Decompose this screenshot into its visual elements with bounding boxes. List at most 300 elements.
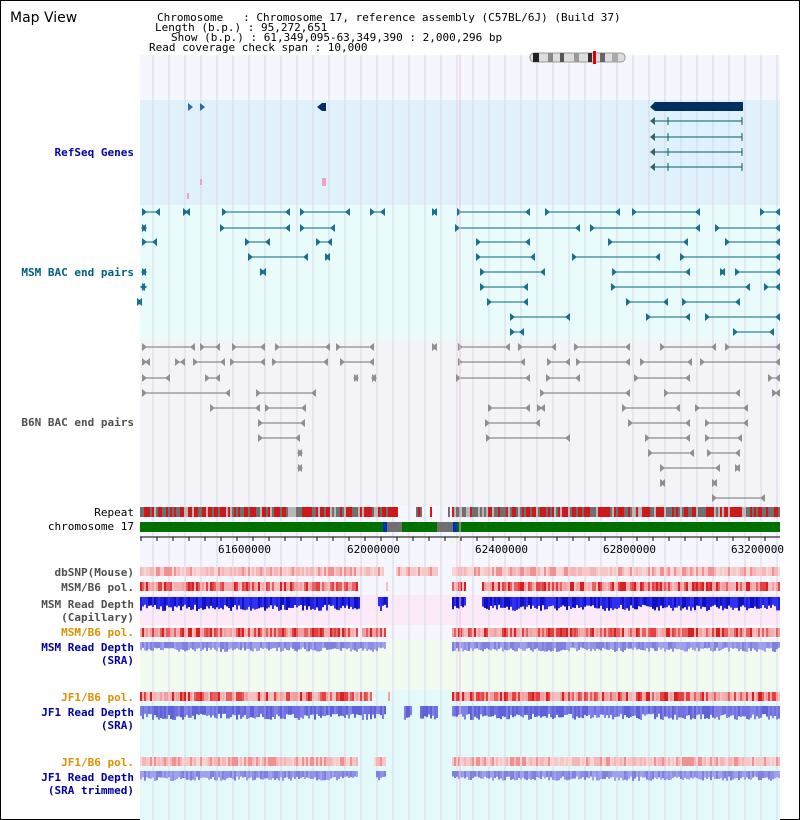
heat-cell bbox=[742, 757, 744, 766]
heat-cell bbox=[548, 757, 550, 766]
depth-bar bbox=[406, 706, 408, 718]
depth-bar bbox=[190, 642, 192, 648]
heat-cell bbox=[148, 692, 150, 701]
depth-bar bbox=[188, 597, 190, 607]
depth-bar bbox=[752, 597, 754, 608]
repeat-segment bbox=[250, 507, 252, 517]
depth-bar bbox=[184, 706, 186, 717]
heat-cell bbox=[474, 628, 476, 637]
depth-bar bbox=[502, 706, 504, 716]
depth-bar bbox=[500, 597, 502, 608]
heat-cell bbox=[342, 757, 344, 766]
heat-cell bbox=[574, 628, 576, 637]
depth-bar bbox=[660, 642, 662, 650]
depth-bar bbox=[240, 706, 242, 719]
heat-cell bbox=[574, 692, 576, 701]
repeat-segment bbox=[188, 507, 190, 517]
heat-cell bbox=[266, 567, 268, 576]
repeat-segment bbox=[736, 507, 738, 517]
depth-bar bbox=[308, 706, 310, 718]
heat-cell bbox=[766, 628, 768, 637]
heat-cell bbox=[246, 567, 248, 576]
heat-cell bbox=[210, 582, 212, 591]
depth-bar bbox=[540, 597, 542, 611]
depth-bar bbox=[642, 642, 644, 650]
heat-cell bbox=[218, 567, 220, 576]
depth-bar bbox=[474, 706, 476, 717]
depth-bar bbox=[268, 642, 270, 651]
depth-bar bbox=[548, 706, 550, 714]
depth-bar bbox=[576, 642, 578, 651]
heat-cell bbox=[180, 567, 182, 576]
depth-bar bbox=[476, 771, 478, 777]
depth-bar bbox=[652, 642, 654, 648]
depth-bar bbox=[610, 597, 612, 608]
heat-cell bbox=[330, 567, 332, 576]
heat-cell bbox=[344, 567, 346, 576]
depth-bar bbox=[710, 597, 712, 607]
depth-bar bbox=[258, 771, 260, 778]
heat-cell bbox=[228, 582, 230, 591]
repeat-segment bbox=[524, 507, 526, 517]
heat-cell bbox=[514, 692, 516, 701]
depth-bar bbox=[256, 771, 258, 778]
heat-cell bbox=[194, 757, 196, 766]
depth-bar bbox=[618, 642, 620, 648]
repeat-segment bbox=[592, 507, 594, 517]
heat-cell bbox=[610, 692, 612, 701]
depth-bar bbox=[294, 706, 296, 718]
depth-bar bbox=[284, 771, 286, 778]
depth-bar bbox=[342, 642, 344, 648]
depth-bar bbox=[726, 597, 728, 609]
heat-cell bbox=[164, 567, 166, 576]
depth-bar bbox=[216, 771, 218, 780]
heat-cell bbox=[198, 567, 200, 576]
repeat-segment bbox=[454, 507, 456, 517]
depth-bar bbox=[698, 642, 700, 651]
depth-bar bbox=[760, 771, 762, 780]
repeat-segment bbox=[468, 507, 470, 517]
depth-bar bbox=[232, 706, 234, 715]
heat-cell bbox=[566, 757, 568, 766]
depth-bar bbox=[570, 597, 572, 609]
heat-cell bbox=[416, 567, 418, 576]
heat-cell bbox=[480, 628, 482, 637]
depth-bar bbox=[662, 597, 664, 608]
depth-bar bbox=[600, 597, 602, 606]
heat-cell bbox=[302, 582, 304, 591]
heat-cell bbox=[174, 628, 176, 637]
depth-bar bbox=[772, 642, 774, 651]
heat-cell bbox=[242, 692, 244, 701]
heat-cell bbox=[324, 692, 326, 701]
heat-cell bbox=[208, 692, 210, 701]
repeat-segment bbox=[628, 507, 630, 517]
heat-cell bbox=[626, 692, 628, 701]
depth-bar bbox=[262, 642, 264, 649]
heat-cell bbox=[208, 757, 210, 766]
repeat-segment bbox=[508, 507, 510, 517]
depth-bar bbox=[756, 771, 758, 777]
heat-cell bbox=[230, 692, 232, 701]
heat-cell bbox=[558, 582, 560, 591]
heat-cell bbox=[140, 628, 142, 637]
heat-cell bbox=[220, 757, 222, 766]
depth-bar bbox=[310, 597, 312, 610]
heat-cell bbox=[524, 567, 526, 576]
repeat-segment bbox=[482, 507, 484, 517]
heat-cell bbox=[380, 628, 382, 637]
heat-cell bbox=[632, 757, 634, 766]
heat-cell bbox=[634, 582, 636, 591]
heat-cell bbox=[526, 582, 528, 591]
depth-bar bbox=[254, 597, 256, 610]
heat-cell bbox=[570, 628, 572, 637]
depth-bar bbox=[502, 771, 504, 781]
depth-bar bbox=[302, 771, 304, 777]
heat-cell bbox=[422, 567, 424, 576]
heat-cell bbox=[350, 567, 352, 576]
heat-cell bbox=[574, 582, 576, 591]
depth-bar bbox=[174, 642, 176, 649]
repeat-segment bbox=[464, 507, 466, 517]
heat-cell bbox=[254, 567, 256, 576]
heat-cell bbox=[636, 567, 638, 576]
depth-bar bbox=[464, 771, 466, 778]
heat-cell bbox=[762, 692, 764, 701]
heat-cell bbox=[364, 567, 366, 576]
heat-cell bbox=[272, 582, 274, 591]
depth-bar bbox=[472, 642, 474, 651]
heat-cell bbox=[466, 692, 468, 701]
heat-cell bbox=[326, 757, 328, 766]
heat-cell bbox=[152, 692, 154, 701]
heat-cell bbox=[770, 757, 772, 766]
heat-cell bbox=[154, 692, 156, 701]
depth-bar bbox=[274, 642, 276, 648]
heat-cell bbox=[498, 692, 500, 701]
depth-bar bbox=[682, 597, 684, 608]
depth-bar bbox=[218, 597, 220, 609]
depth-bar bbox=[764, 771, 766, 778]
depth-bar bbox=[328, 706, 330, 715]
heat-cell bbox=[382, 567, 384, 576]
heat-cell bbox=[694, 628, 696, 637]
depth-bar bbox=[554, 597, 556, 608]
repeat-segment bbox=[290, 507, 292, 517]
heat-cell bbox=[690, 628, 692, 637]
repeat-segment bbox=[596, 507, 598, 517]
depth-bar bbox=[334, 771, 336, 777]
heat-cell bbox=[752, 582, 754, 591]
depth-bar bbox=[312, 706, 314, 714]
heat-cell bbox=[526, 567, 528, 576]
repeat-segment bbox=[366, 507, 368, 517]
depth-bar bbox=[728, 642, 730, 652]
heat-cell bbox=[712, 628, 714, 637]
heat-cell bbox=[340, 582, 342, 591]
heat-cell bbox=[716, 757, 718, 766]
depth-bar bbox=[254, 706, 256, 719]
depth-bar bbox=[268, 771, 270, 780]
heat-cell bbox=[452, 757, 454, 766]
repeat-segment bbox=[344, 507, 346, 517]
heat-cell bbox=[196, 757, 198, 766]
depth-bar bbox=[236, 771, 238, 777]
heat-cell bbox=[684, 628, 686, 637]
heat-cell bbox=[502, 757, 504, 766]
repeat-segment bbox=[730, 507, 732, 517]
heat-cell bbox=[512, 582, 514, 591]
depth-bar bbox=[272, 642, 274, 648]
depth-bar bbox=[480, 771, 482, 779]
heat-cell bbox=[518, 757, 520, 766]
heat-cell bbox=[516, 582, 518, 591]
depth-bar bbox=[486, 597, 488, 609]
heat-cell bbox=[478, 757, 480, 766]
depth-bar bbox=[266, 597, 268, 609]
heat-cell bbox=[646, 567, 648, 576]
depth-bar bbox=[570, 642, 572, 648]
depth-bar bbox=[688, 771, 690, 779]
coverage-span-info: Read coverage check span : 10,000 bbox=[149, 41, 368, 54]
heat-cell bbox=[320, 757, 322, 766]
depth-bar bbox=[496, 597, 498, 609]
depth-bar bbox=[762, 642, 764, 650]
depth-bar bbox=[516, 771, 518, 780]
depth-bar bbox=[588, 597, 590, 606]
heat-cell bbox=[654, 567, 656, 576]
heat-cell bbox=[210, 567, 212, 576]
heat-cell bbox=[334, 628, 336, 637]
depth-bar bbox=[738, 642, 740, 651]
heat-cell bbox=[294, 692, 296, 701]
heat-cell bbox=[282, 757, 284, 766]
heat-cell bbox=[532, 692, 534, 701]
heat-cell bbox=[246, 628, 248, 637]
depth-bar bbox=[176, 706, 178, 717]
depth-bar bbox=[760, 597, 762, 608]
heat-cell bbox=[504, 628, 506, 637]
heat-cell bbox=[204, 757, 206, 766]
heat-cell bbox=[762, 757, 764, 766]
heat-cell bbox=[346, 757, 348, 766]
heat-cell bbox=[652, 757, 654, 766]
heat-cell bbox=[144, 692, 146, 701]
map-view-title: Map View bbox=[10, 10, 78, 26]
depth-bar bbox=[708, 642, 710, 648]
depth-bar bbox=[578, 597, 580, 608]
repeat-segment bbox=[496, 507, 498, 517]
heat-cell bbox=[146, 692, 148, 701]
repeat-segment bbox=[416, 507, 418, 517]
heat-cell bbox=[618, 567, 620, 576]
depth-bar bbox=[602, 706, 604, 715]
heat-cell bbox=[348, 628, 350, 637]
heat-cell bbox=[288, 567, 290, 576]
depth-bar bbox=[292, 597, 294, 608]
heat-cell bbox=[606, 692, 608, 701]
depth-bar bbox=[198, 597, 200, 609]
heat-cell bbox=[760, 757, 762, 766]
heat-cell bbox=[744, 582, 746, 591]
depth-bar bbox=[690, 706, 692, 720]
depth-bar bbox=[476, 642, 478, 648]
heat-cell bbox=[742, 628, 744, 637]
depth-bar bbox=[666, 771, 668, 779]
heat-cell bbox=[712, 582, 714, 591]
depth-bar bbox=[776, 706, 778, 720]
heat-cell bbox=[146, 567, 148, 576]
repeat-segment bbox=[644, 507, 646, 517]
depth-bar bbox=[158, 597, 160, 609]
heat-cell bbox=[680, 628, 682, 637]
chromosome-ideogram[interactable] bbox=[530, 51, 625, 64]
heat-cell bbox=[724, 628, 726, 637]
heat-cell bbox=[254, 757, 256, 766]
heat-cell bbox=[572, 692, 574, 701]
heat-cell bbox=[540, 567, 542, 576]
heat-cell bbox=[708, 628, 710, 637]
heat-cell bbox=[748, 567, 750, 576]
depth-bar bbox=[198, 642, 200, 648]
depth-bar bbox=[358, 597, 360, 609]
depth-bar bbox=[736, 706, 738, 720]
heat-cell bbox=[626, 628, 628, 637]
depth-bar bbox=[236, 706, 238, 720]
heat-cell bbox=[722, 628, 724, 637]
heat-cell bbox=[212, 628, 214, 637]
heat-cell bbox=[766, 757, 768, 766]
depth-bar bbox=[192, 706, 194, 716]
depth-bar bbox=[334, 597, 336, 609]
heat-cell bbox=[486, 757, 488, 766]
repeat-segment bbox=[732, 507, 734, 517]
depth-bar bbox=[186, 642, 188, 651]
heat-cell bbox=[474, 567, 476, 576]
depth-bar bbox=[324, 706, 326, 716]
depth-bar bbox=[338, 642, 340, 649]
depth-bar bbox=[772, 706, 774, 718]
heat-cell bbox=[204, 692, 206, 701]
depth-bar bbox=[248, 597, 250, 607]
heat-cell bbox=[594, 757, 596, 766]
heat-cell bbox=[502, 692, 504, 701]
depth-bar bbox=[306, 771, 308, 777]
depth-bar bbox=[572, 706, 574, 718]
repeat-segment bbox=[378, 507, 380, 517]
heat-cell bbox=[764, 757, 766, 766]
depth-bar bbox=[620, 642, 622, 651]
heat-cell bbox=[284, 582, 286, 591]
heat-cell bbox=[600, 567, 602, 576]
depth-bar bbox=[696, 597, 698, 606]
heat-cell bbox=[710, 757, 712, 766]
heat-cell bbox=[452, 567, 454, 576]
depth-bar bbox=[468, 706, 470, 714]
heat-cell bbox=[368, 692, 370, 701]
depth-bar bbox=[356, 597, 358, 609]
depth-bar bbox=[566, 597, 568, 610]
depth-bar bbox=[524, 706, 526, 715]
heat-cell bbox=[678, 628, 680, 637]
repeat-segment bbox=[750, 507, 752, 517]
heat-cell bbox=[252, 567, 254, 576]
heat-cell bbox=[624, 567, 626, 576]
depth-bar bbox=[260, 597, 262, 607]
depth-bar bbox=[164, 597, 166, 611]
heat-cell bbox=[540, 692, 542, 701]
repeat-segment bbox=[772, 507, 774, 517]
depth-bar bbox=[212, 597, 214, 608]
heat-cell bbox=[324, 628, 326, 637]
heat-cell bbox=[578, 628, 580, 637]
repeat-segment bbox=[718, 507, 720, 517]
depth-bar bbox=[350, 771, 352, 777]
heat-cell bbox=[516, 628, 518, 637]
depth-bar bbox=[540, 706, 542, 718]
heat-cell bbox=[258, 628, 260, 637]
heat-cell bbox=[252, 757, 254, 766]
repeat-segment bbox=[682, 507, 684, 517]
heat-cell bbox=[562, 582, 564, 591]
heat-cell bbox=[762, 567, 764, 576]
heat-cell bbox=[464, 757, 466, 766]
depth-bar bbox=[610, 706, 612, 715]
depth-bar bbox=[182, 597, 184, 607]
heat-cell bbox=[330, 628, 332, 637]
heat-cell bbox=[548, 567, 550, 576]
heat-cell bbox=[510, 567, 512, 576]
heat-cell bbox=[322, 692, 324, 701]
heat-cell bbox=[522, 757, 524, 766]
heat-cell bbox=[520, 757, 522, 766]
heat-cell bbox=[570, 757, 572, 766]
heat-cell bbox=[248, 757, 250, 766]
depth-bar bbox=[566, 642, 568, 650]
heat-cell bbox=[718, 628, 720, 637]
depth-bar bbox=[592, 706, 594, 717]
depth-bar bbox=[222, 771, 224, 780]
heat-cell bbox=[702, 628, 704, 637]
heat-cell bbox=[698, 567, 700, 576]
depth-bar bbox=[626, 642, 628, 648]
depth-bar bbox=[758, 771, 760, 780]
heat-cell bbox=[556, 757, 558, 766]
heat-cell bbox=[644, 628, 646, 637]
heat-cell bbox=[714, 757, 716, 766]
heat-cell bbox=[176, 757, 178, 766]
heat-cell bbox=[196, 582, 198, 591]
heat-cell bbox=[454, 628, 456, 637]
heat-cell bbox=[628, 582, 630, 591]
depth-bar bbox=[566, 771, 568, 780]
heat-cell bbox=[350, 757, 352, 766]
track-label-msm-pol2: MSM/B6 pol. bbox=[61, 626, 134, 639]
depth-bar bbox=[634, 642, 636, 648]
depth-bar bbox=[318, 642, 320, 652]
depth-bar bbox=[148, 642, 150, 649]
heat-cell bbox=[252, 692, 254, 701]
depth-bar bbox=[674, 597, 676, 608]
heat-cell bbox=[484, 757, 486, 766]
depth-bar bbox=[260, 771, 262, 779]
depth-bar bbox=[498, 597, 500, 605]
heat-cell bbox=[688, 628, 690, 637]
depth-bar bbox=[350, 642, 352, 652]
heat-cell bbox=[362, 628, 364, 637]
